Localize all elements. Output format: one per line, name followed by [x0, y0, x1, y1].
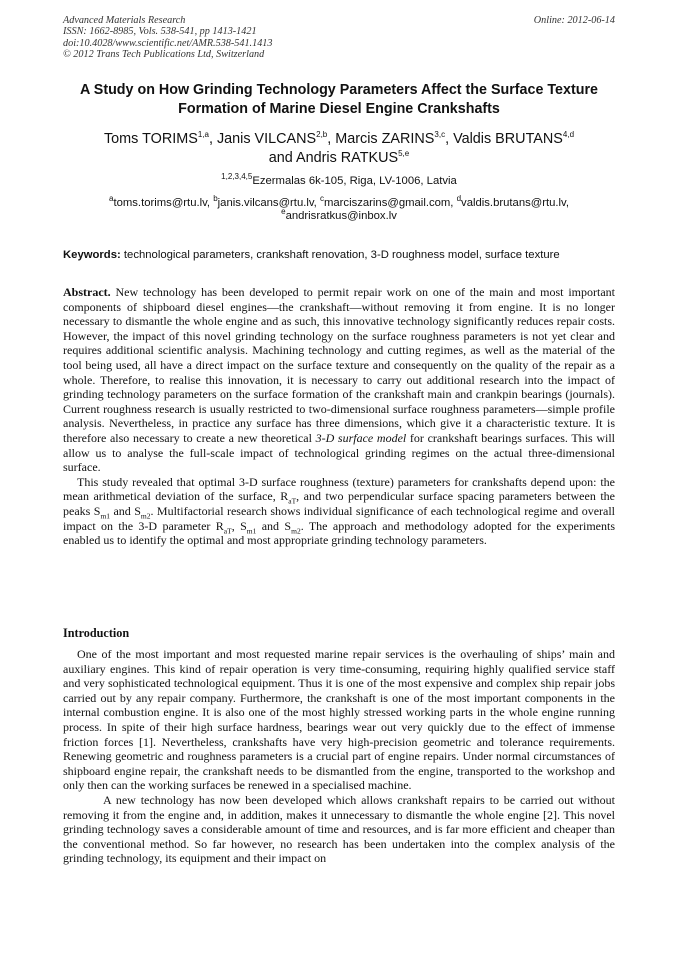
- abstract-paragraph: This study revealed that optimal 3-D surface roughness (texture) parameters for crankshafts depend upon: the mean arithmetical deviation of the surface, $R_{aT}$, and two perpendicular surface spacing parameters between the peaks $S_{m1}$ and $S_{m2}$. Multifactorial research shows individual significance of each technological regime and overall impact on the 3-D parameter $R_{aT}$, $S_{m1}$ and $S_{m2}$. The approach and methodology adopted for the experiments enabled us to identify the optimal and most appropriate grinding technology parameters.: [63, 474, 616, 548]
- email: $^b$janis.vilcans@rtu.lv,: [213, 194, 320, 209]
- email: $^a$toms.torims@rtu.lv,: [109, 194, 214, 209]
- online-date: Online: 2012-06-14: [533, 15, 615, 26]
- journal-issn: ISSN: 1662-8985, Vols. 538-541, pp 1413-1421: [63, 26, 257, 38]
- abstract-label: Abstract.: [63, 285, 111, 299]
- journal-name: Advanced Materials Research: [63, 15, 186, 26]
- author-list: [55, 130, 623, 167]
- author: Valdis BRUTANS$^{4,d}$: [453, 130, 575, 147]
- journal-copyright: © 2012 Trans Tech Publications Ltd, Switzerland: [63, 49, 265, 61]
- introduction-paragraph: A new technology has now been developed which allows crankshaft repairs to be carried out without removing it from the engine and, in addition, makes it unnecessary to dismantle the whole engine [2]. This novel grinding technology saves a considerable amount of time and resources, and is far more efficient and cheaper than the conventional method. So far however, no research has been undertaken into the complex analysis of the grinding technology, its equipment and their impact on: [63, 792, 615, 866]
- section-heading-introduction: Introduction: [63, 626, 130, 640]
- journal-header: [63, 15, 615, 61]
- author: Marcis ZARINS$^{3,c}$,: [335, 130, 454, 147]
- affiliation: $^{1,2,3,4,5}$Ezermalas 6k-105, Riga, LV-1006, Latvia: [221, 172, 457, 187]
- abstract: [63, 285, 615, 548]
- author: Toms TORIMS$^{1,a}$,: [103, 130, 217, 147]
- email: $^c$marciszarins@gmail.com,: [319, 194, 457, 209]
- email: $^d$valdis.brutans@rtu.lv,: [456, 194, 569, 209]
- paper-title: A Study on How Grinding Technology Parameters Affect the Surface Texture Formation of Marine Diesel Engine Crankshafts: [80, 82, 598, 117]
- keywords-label: Keywords:: [63, 249, 121, 261]
- email: $^e$andrisratkus@inbox.lv: [281, 207, 397, 223]
- introduction-body: [63, 647, 615, 866]
- author: and Andris RATKUS$^{5,e}$: [268, 148, 410, 166]
- author-emails: [60, 194, 618, 223]
- keywords: [63, 248, 618, 262]
- introduction-paragraph: One of the most important and most requested marine repair services is the overhauling of ships’ main and auxiliary engines. This kind of repair operation is very time-consuming, requiring highly qualified service staff and very sophisticated technological equipment. Thus it is one of the most expensive and complex ship repair jobs carried out by any repair company. Furthermore, the crankshaft is one of the most important components in the internal combustion engine. It is also one of the most highly stressed working parts in the whole engine running process. In spite of their high surface hardness, bearings wear out very quickly due to the effect of immense friction forces [1]. Nevertheless, crankshafts have very high-precision geometric and tolerance requirements. Renewing geometric and roughness parameters is a crucial part of engine repairs. Under normal circumstances of shipboard engine repair, the crankshaft needs to be dismantled from the engine, transported to the workshop and only then can the working surfaces be renewed in a specialised machine.: [63, 647, 615, 793]
- author: Janis VILCANS$^{2,b}$,: [216, 130, 336, 147]
- keywords-text: technological parameters, crankshaft renovation, 3-D roughness model, surface texture: [120, 249, 560, 261]
- journal-doi: doi:10.4028/www.scientific.net/AMR.538-541.1413: [63, 37, 273, 49]
- abstract-paragraph: Abstract. New technology has been developed to permit repair work on one of the main and most important components of shipboard diesel engines—the crankshaft—without removing it from engine. It is no longer necessary to dismantle the whole engine and as such, this innovative technology significantly reduces repair costs. However, the impact of this novel grinding technology on the surface roughness parameters is not yet clear and requires additional scientific analysis. Machining technology and cutting regimes, as well as the material of the tool being used, all have a direct impact on the surface texture and consequently on the quality of the repair as a whole. Therefore, to realise this innovation, it is necessary to carry out additional research into the impact of grinding technology parameters on the surface formation of the crankshaft main and crankpin bearings (journals). Current roughness research is usually restricted to two-dimensional surface roughness parameters—simple profile analysis. Nevertheless, in practice any surface has three dimensions, which give it a characteristic texture. It is therefore also necessary to create a new theoretical 3-D surface model for crankshaft bearings surfaces. This will allow us to analyse the full-scale impact of technological grinding regimes on the actual three-dimensional surface.: [63, 285, 615, 475]
